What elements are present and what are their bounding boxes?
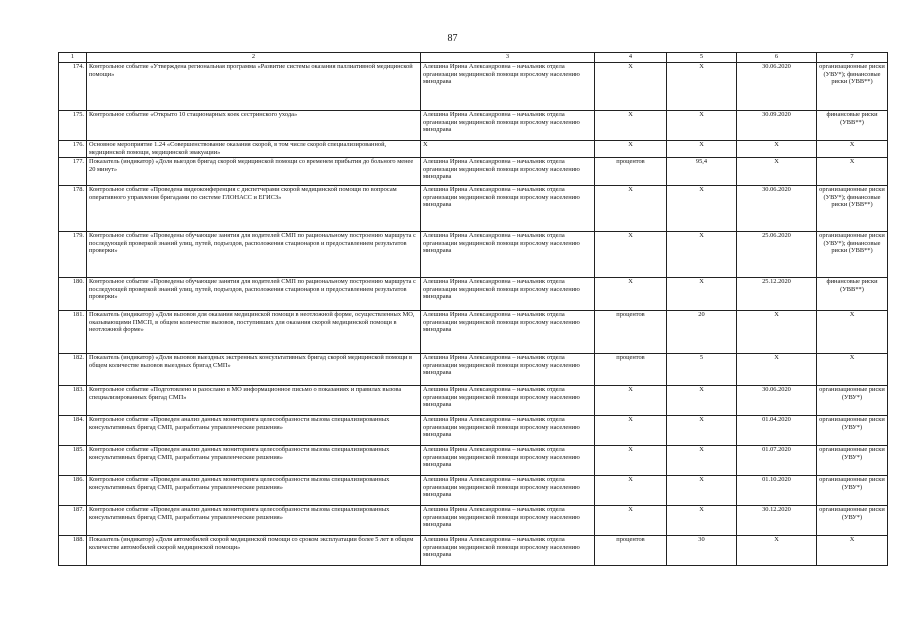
row-value: Х <box>667 186 737 232</box>
row-responsible: Алешина Ирина Александровна – начальник отдела организации медицинской помощи взрослому населению минздрава <box>421 536 595 566</box>
row-value: Х <box>667 446 737 476</box>
row-value: 20 <box>667 311 737 354</box>
row-number: 185. <box>59 446 87 476</box>
row-description: Показатель (индикатор) «Доля вызовов для оказания медицинской помощи в неотложной форме, осуществленных МО, оказывающими ПМСП, в общем количестве вызовов, поступивших для оказания скорой медицинской помощи в неотложной форме» <box>87 311 421 354</box>
table-row <box>59 536 888 566</box>
row-value: Х <box>667 416 737 446</box>
row-deadline: Х <box>737 536 817 566</box>
row-unit: процентов <box>595 536 667 566</box>
row-description: Контрольное событие «Подготовлено и разослано в МО информационное письмо о показаниях и правилах вызова специализированных бригад СМП» <box>87 386 421 416</box>
row-unit: Х <box>595 416 667 446</box>
row-responsible: Алешина Ирина Александровна – начальник отдела организации медицинской помощи взрослому населению минздрава <box>421 446 595 476</box>
table-row <box>59 141 888 158</box>
table-row <box>59 311 888 354</box>
row-number: 175. <box>59 111 87 141</box>
row-deadline: 01.07.2020 <box>737 446 817 476</box>
row-description: Контрольное событие «Проведен анализ данных мониторинга целесообразности вызова специализированных консультативных бригад СМП, разработаны управленческие решения» <box>87 476 421 506</box>
table-row <box>59 354 888 386</box>
table-row <box>59 232 888 278</box>
column-header: 6 <box>737 53 817 63</box>
row-deadline: 01.04.2020 <box>737 416 817 446</box>
row-responsible: Алешина Ирина Александровна – начальник отдела организации медицинской помощи взрослому населению минздрава <box>421 63 595 111</box>
row-number: 179. <box>59 232 87 278</box>
row-risks: организационные риски (УВУ*) <box>817 506 888 536</box>
row-deadline: Х <box>737 158 817 186</box>
row-responsible: Алешина Ирина Александровна – начальник отдела организации медицинской помощи взрослому населению минздрава <box>421 386 595 416</box>
row-value: Х <box>667 232 737 278</box>
row-unit: Х <box>595 476 667 506</box>
row-value: Х <box>667 141 737 158</box>
row-number: 184. <box>59 416 87 446</box>
table-row <box>59 506 888 536</box>
row-unit: Х <box>595 141 667 158</box>
row-unit: процентов <box>595 311 667 354</box>
row-risks: организационные риски (УВУ*) <box>817 386 888 416</box>
row-description: Показатель (индикатор) «Доля выездов бригад скорой медицинской помощи со временем прибытия до больного менее 20 минут» <box>87 158 421 186</box>
table-row <box>59 386 888 416</box>
table-row <box>59 111 888 141</box>
row-value: Х <box>667 506 737 536</box>
program-table <box>58 52 888 566</box>
row-value: Х <box>667 386 737 416</box>
table-row <box>59 186 888 232</box>
row-value: Х <box>667 63 737 111</box>
table-row <box>59 476 888 506</box>
row-number: 186. <box>59 476 87 506</box>
row-unit: Х <box>595 111 667 141</box>
row-description: Контрольное событие «Проведена видеоконференция с диспетчерами скорой медицинской помощи по вопросам оперативного управления бригадами по системе ГЛОНАСС и ЕГИСЗ» <box>87 186 421 232</box>
row-unit: Х <box>595 386 667 416</box>
row-risks: организационные риски (УВУ*) <box>817 416 888 446</box>
row-unit: Х <box>595 232 667 278</box>
column-header: 4 <box>595 53 667 63</box>
table-row <box>59 446 888 476</box>
column-header: 2 <box>87 53 421 63</box>
row-description: Контрольное событие «Проведен анализ данных мониторинга целесообразности вызова специализированных консультативных бригад СМП, разработаны управленческие решения» <box>87 506 421 536</box>
row-unit: Х <box>595 63 667 111</box>
row-responsible: Алешина Ирина Александровна – начальник отдела организации медицинской помощи взрослому населению минздрава <box>421 232 595 278</box>
row-description: Контрольное событие «Проведены обучающие занятия для водителей СМП по рациональному построению маршрута с последующей проверкой знаний улиц, путей, подъездов, расположения стационаров и предоставлением результатов проверки» <box>87 232 421 278</box>
row-deadline: 25.06.2020 <box>737 232 817 278</box>
row-unit: Х <box>595 186 667 232</box>
row-responsible: Алешина Ирина Александровна – начальник отдела организации медицинской помощи взрослому населению минздрава <box>421 158 595 186</box>
row-responsible: Алешина Ирина Александровна – начальник отдела организации медицинской помощи взрослому населению минздрава <box>421 111 595 141</box>
row-deadline: 30.06.2020 <box>737 186 817 232</box>
table-row <box>59 416 888 446</box>
row-deadline: 25.12.2020 <box>737 278 817 311</box>
row-risks: Х <box>817 536 888 566</box>
row-responsible: Алешина Ирина Александровна – начальник отдела организации медицинской помощи взрослому населению минздрава <box>421 416 595 446</box>
row-description: Контрольное событие «Открыто 10 стационарных коек сестринского ухода» <box>87 111 421 141</box>
column-header: 5 <box>667 53 737 63</box>
header-row <box>59 53 888 63</box>
column-header: 1 <box>59 53 87 63</box>
row-responsible: Алешина Ирина Александровна – начальник отдела организации медицинской помощи взрослому населению минздрава <box>421 506 595 536</box>
row-risks: организационные риски (УВУ*) <box>817 476 888 506</box>
row-responsible: Алешина Ирина Александровна – начальник отдела организации медицинской помощи взрослому населению минздрава <box>421 186 595 232</box>
row-number: 188. <box>59 536 87 566</box>
row-risks: организационные риски (УВУ*); финансовые риски (УВВ**) <box>817 232 888 278</box>
row-unit: процентов <box>595 158 667 186</box>
row-unit: Х <box>595 446 667 476</box>
row-value: 5 <box>667 354 737 386</box>
row-number: 180. <box>59 278 87 311</box>
row-description: Показатель (индикатор) «Доля автомобилей скорой медицинской помощи со сроком эксплуатации более 5 лет в общем количестве автомобилей скорой медицинской помощи» <box>87 536 421 566</box>
row-value: 30 <box>667 536 737 566</box>
table-row <box>59 278 888 311</box>
row-responsible: Алешина Ирина Александровна – начальник отдела организации медицинской помощи взрослому населению минздрава <box>421 354 595 386</box>
row-responsible: Алешина Ирина Александровна – начальник отдела организации медицинской помощи взрослому населению минздрава <box>421 278 595 311</box>
table-row <box>59 63 888 111</box>
row-deadline: 30.06.2020 <box>737 63 817 111</box>
row-responsible: Х <box>421 141 595 158</box>
row-description: Показатель (индикатор) «Доля вызовов выездных экстренных консультативных бригад скорой медицинской помощи в общем количестве вызовов выездных бригад СМП» <box>87 354 421 386</box>
row-deadline: Х <box>737 311 817 354</box>
row-risks: Х <box>817 311 888 354</box>
row-number: 176. <box>59 141 87 158</box>
row-number: 177. <box>59 158 87 186</box>
row-number: 178. <box>59 186 87 232</box>
row-risks: финансовые риски (УВВ**) <box>817 111 888 141</box>
table-row <box>59 158 888 186</box>
row-risks: организационные риски (УВУ*); финансовые риски (УВВ**) <box>817 186 888 232</box>
row-unit: Х <box>595 278 667 311</box>
page-number: 87 <box>447 33 458 44</box>
row-risks: Х <box>817 158 888 186</box>
row-risks: организационные риски (УВУ*); финансовые риски (УВВ**) <box>817 63 888 111</box>
row-deadline: Х <box>737 354 817 386</box>
row-risks: финансовые риски (УВВ**) <box>817 278 888 311</box>
row-risks: организационные риски (УВУ*) <box>817 446 888 476</box>
row-description: Контрольное событие «Утверждена региональная программа «Развитие системы оказания паллиативной медицинской помощи» <box>87 63 421 111</box>
row-deadline: 01.10.2020 <box>737 476 817 506</box>
row-number: 181. <box>59 311 87 354</box>
row-number: 187. <box>59 506 87 536</box>
row-number: 174. <box>59 63 87 111</box>
row-description: Контрольное событие «Проведены обучающие занятия для водителей СМП по рациональному построению маршрута с последующей проверкой знаний улиц, путей, подъездов, расположения стационаров и предоставлением результатов проверки» <box>87 278 421 311</box>
row-number: 183. <box>59 386 87 416</box>
row-responsible: Алешина Ирина Александровна – начальник отдела организации медицинской помощи взрослому населению минздрава <box>421 311 595 354</box>
row-description: Основное мероприятие 1.24 «Совершенствование оказания скорой, в том числе скорой специализированной, медицинской помощи, медицинской эвакуации» <box>87 141 421 158</box>
row-responsible: Алешина Ирина Александровна – начальник отдела организации медицинской помощи взрослому населению минздрава <box>421 476 595 506</box>
row-risks: Х <box>817 141 888 158</box>
row-deadline: 30.09.2020 <box>737 111 817 141</box>
column-header: 7 <box>817 53 888 63</box>
row-description: Контрольное событие «Проведен анализ данных мониторинга целесообразности вызова специализированных консультативных бригад СМП, разработаны управленческие решения» <box>87 416 421 446</box>
row-unit: Х <box>595 506 667 536</box>
row-risks: Х <box>817 354 888 386</box>
row-value: Х <box>667 278 737 311</box>
row-deadline: 30.06.2020 <box>737 386 817 416</box>
column-header: 3 <box>421 53 595 63</box>
row-deadline: Х <box>737 141 817 158</box>
row-deadline: 30.12.2020 <box>737 506 817 536</box>
row-description: Контрольное событие «Проведен анализ данных мониторинга целесообразности вызова специализированных консультативных бригад СМП, разработаны управленческие решения» <box>87 446 421 476</box>
row-value: Х <box>667 111 737 141</box>
row-unit: процентов <box>595 354 667 386</box>
row-value: 95,4 <box>667 158 737 186</box>
row-number: 182. <box>59 354 87 386</box>
row-value: Х <box>667 476 737 506</box>
